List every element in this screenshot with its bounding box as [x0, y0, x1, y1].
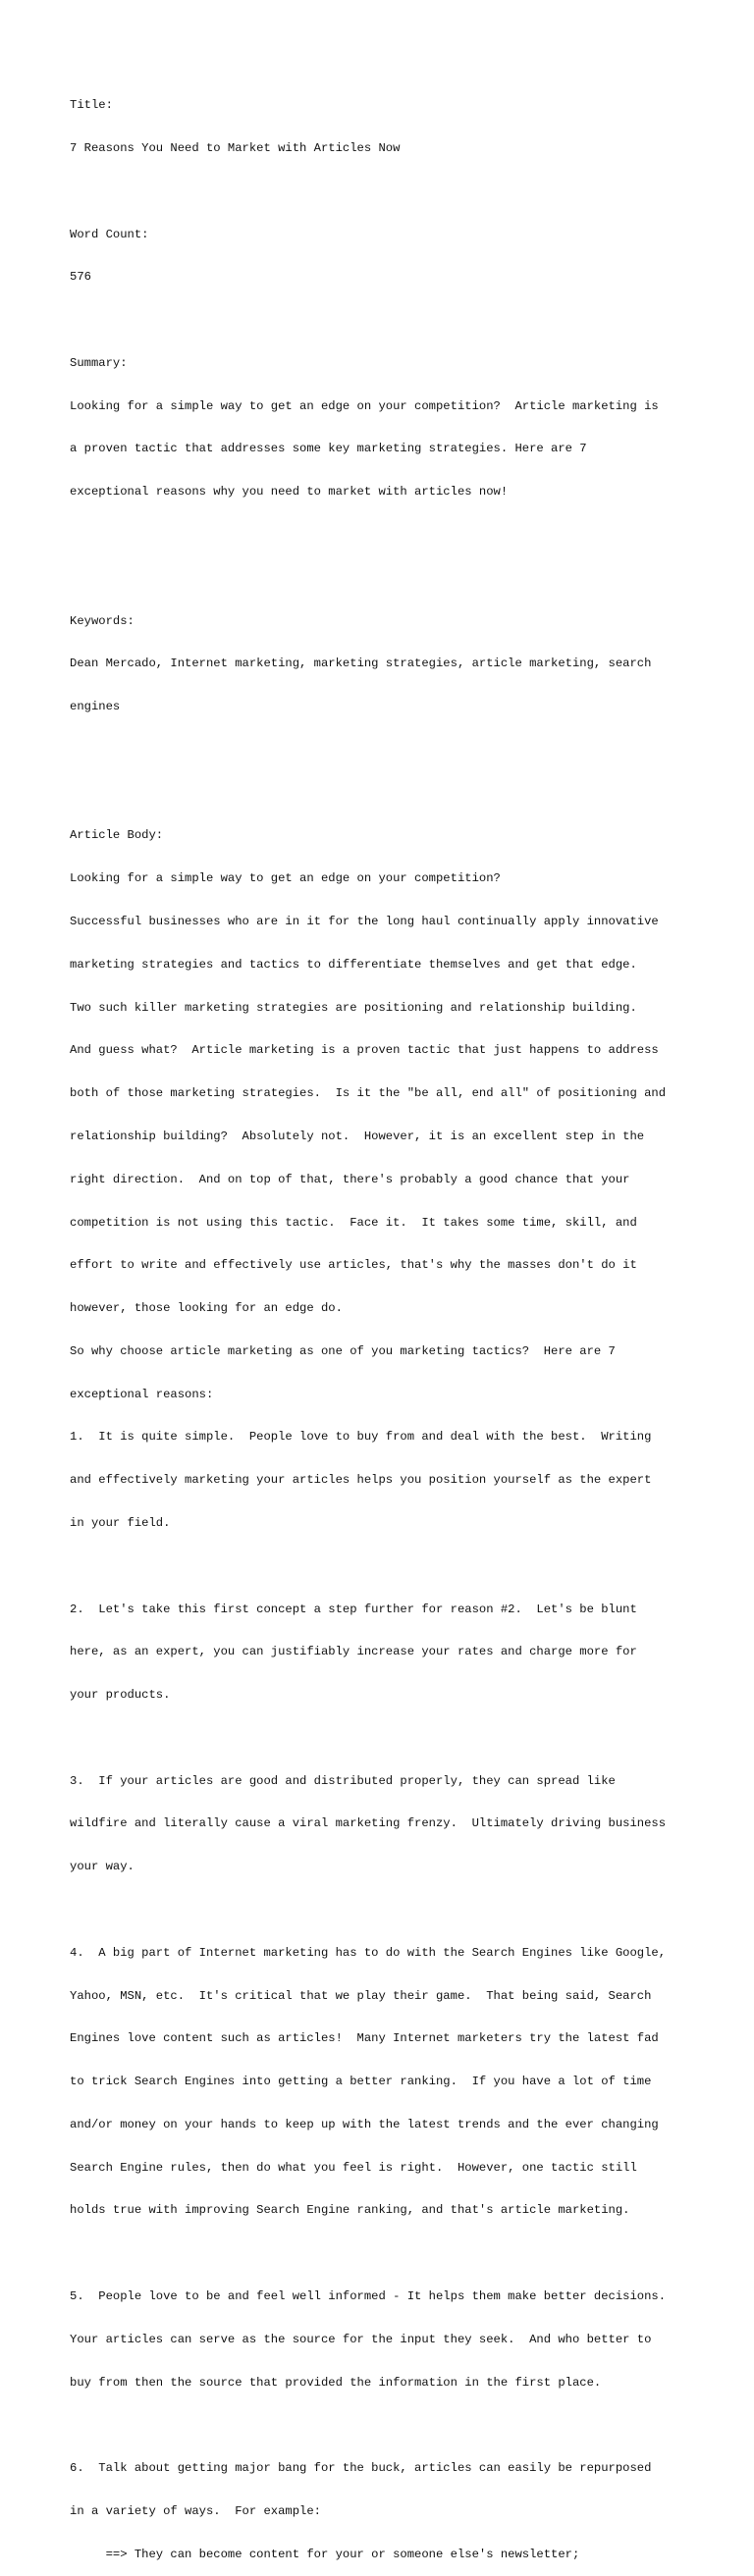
- text-line: [70, 743, 718, 758]
- text-line: [70, 2246, 718, 2261]
- text-line: marketing strategies and tactics to differentiate themselves and get that edge.: [70, 957, 637, 972]
- text-line: [70, 1559, 718, 1574]
- text-line: your products.: [70, 1688, 171, 1703]
- text-line: [70, 184, 718, 199]
- text-line: 7 Reasons You Need to Market with Articles Now: [70, 140, 401, 155]
- text-line: competition is not using this tactic. Face it. It takes some time, skill, and: [70, 1215, 637, 1230]
- text-line: Dean Mercado, Internet marketing, marketing strategies, article marketing, search: [70, 657, 652, 671]
- text-line: Word Count:: [70, 227, 149, 241]
- text-line: [70, 1731, 718, 1746]
- text-line: Yahoo, MSN, etc. It's critical that we play their game. That being said, Search: [70, 1988, 652, 2003]
- text-line: 4. A big part of Internet marketing has to do with the Search Engines like Google,: [70, 1945, 667, 1960]
- text-line: [70, 571, 718, 586]
- text-line: 2. Let's take this first concept a step further for reason #2. Let's be blunt: [70, 1602, 637, 1616]
- text-line: and effectively marketing your articles helps you position yourself as the expert: [70, 1473, 652, 1488]
- text-line: 576: [70, 270, 91, 285]
- text-line: effort to write and effectively use articles, that's why the masses don't do it: [70, 1258, 637, 1273]
- text-line: both of those marketing strategies. Is it the "be all, end all" of positioning and: [70, 1086, 667, 1101]
- text-line: 3. If your articles are good and distributed properly, they can spread like: [70, 1773, 616, 1788]
- text-line: [70, 786, 718, 801]
- text-line: [70, 528, 718, 543]
- text-line: Two such killer marketing strategies are positioning and relationship building.: [70, 1000, 637, 1015]
- text-line: Successful businesses who are in it for the long haul continually apply innovative: [70, 915, 659, 929]
- text-line: ==> They can become content for your or someone else's newsletter;: [70, 2547, 580, 2561]
- text-line: in your field.: [70, 1515, 171, 1530]
- text-line: Your articles can serve as the source for the input they seek. And who better to: [70, 2332, 652, 2346]
- text-line: And guess what? Article marketing is a proven tactic that just happens to address: [70, 1043, 659, 1058]
- text-line: 6. Talk about getting major bang for the buck, articles can easily be repurposed: [70, 2461, 652, 2476]
- text-line: in a variety of ways. For example:: [70, 2503, 321, 2518]
- text-line: to trick Search Engines into getting a better ranking. If you have a lot of time: [70, 2075, 652, 2089]
- text-line: and/or money on your hands to keep up with the latest trends and the ever changing: [70, 2117, 659, 2131]
- text-line: right direction. And on top of that, there's probably a good chance that your: [70, 1172, 630, 1186]
- text-line: 5. People love to be and feel well informed - It helps them make better decisions.: [70, 2289, 667, 2304]
- text-line: [70, 1903, 718, 1918]
- text-line: wildfire and literally cause a viral marketing frenzy. Ultimately driving business: [70, 1816, 667, 1831]
- text-line: Title:: [70, 98, 113, 113]
- text-line: engines: [70, 700, 121, 714]
- text-line: a proven tactic that addresses some key marketing strategies. Here are 7: [70, 442, 587, 456]
- text-line: Summary:: [70, 355, 128, 370]
- text-line: buy from then the source that provided the information in the first place.: [70, 2375, 602, 2390]
- text-line: relationship building? Absolutely not. However, it is an excellent step in the: [70, 1129, 645, 1143]
- text-line: Looking for a simple way to get an edge on your competition?: [70, 871, 501, 886]
- text-line: Article Body:: [70, 828, 164, 843]
- text-line: Search Engine rules, then do what you feel is right. However, one tactic still: [70, 2160, 637, 2175]
- text-line: Engines love content such as articles! Many Internet marketers try the latest fad: [70, 2031, 659, 2046]
- text-line: exceptional reasons why you need to market with articles now!: [70, 485, 509, 499]
- text-line: here, as an expert, you can justifiably increase your rates and charge more for: [70, 1645, 637, 1659]
- document-text: [70, 70, 718, 2576]
- text-line: [70, 313, 718, 328]
- text-line: Looking for a simple way to get an edge on your competition? Article marketing is: [70, 398, 659, 413]
- text-line: So why choose article marketing as one of you marketing tactics? Here are 7: [70, 1343, 616, 1358]
- text-line: Keywords:: [70, 613, 135, 628]
- text-line: 1. It is quite simple. People love to buy from and deal with the best. Writing: [70, 1430, 652, 1445]
- text-line: exceptional reasons:: [70, 1387, 214, 1401]
- text-line: your way.: [70, 1860, 135, 1874]
- text-line: holds true with improving Search Engine ranking, and that's article marketing.: [70, 2203, 630, 2218]
- text-line: however, those looking for an edge do.: [70, 1301, 343, 1316]
- text-line: [70, 2418, 718, 2433]
